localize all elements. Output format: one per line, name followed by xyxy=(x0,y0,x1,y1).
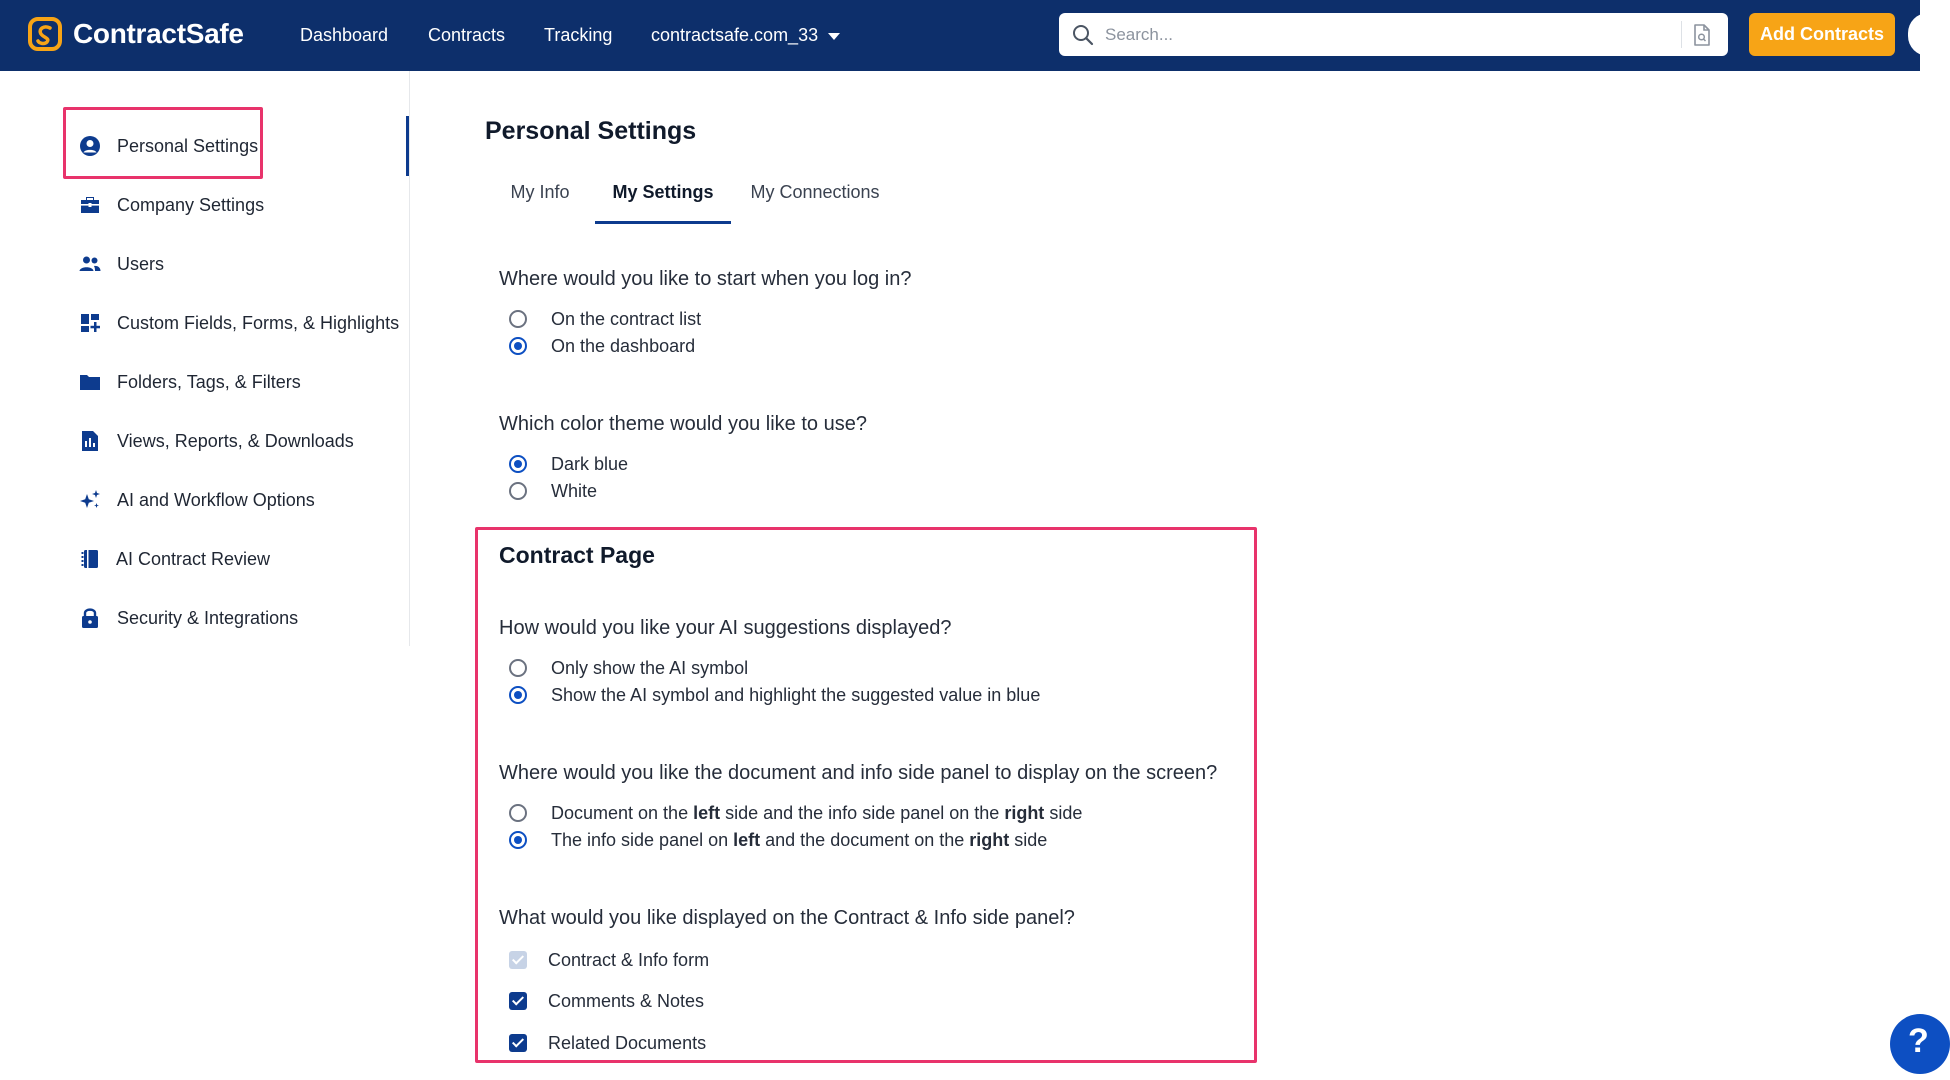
start-option-contract-list[interactable] xyxy=(509,307,701,331)
sidebar-active-indicator xyxy=(406,116,409,176)
theme-option-dark-blue[interactable] xyxy=(509,452,628,476)
sidebar-item-label: Users xyxy=(117,253,165,274)
contract-page-section-title: Contract Page xyxy=(499,542,655,568)
option-label: Only show the AI symbol xyxy=(551,657,749,678)
radio-button-selected[interactable] xyxy=(509,831,527,849)
nav-tracking[interactable]: Tracking xyxy=(544,25,613,45)
start-location-question: Where would you like to start when you log in? xyxy=(499,268,912,290)
ai-option-symbol-only[interactable] xyxy=(509,656,748,680)
ai-option-symbol-and-highlight[interactable] xyxy=(509,683,1040,707)
users-icon xyxy=(78,252,102,276)
sidebar-item-label: AI Contract Review xyxy=(116,548,271,569)
lock-icon xyxy=(78,606,102,630)
search-bar xyxy=(1059,13,1728,56)
panel-position-question: Where would you like the document and info side panel to display on the screen? xyxy=(499,762,1218,784)
option-label: On the dashboard xyxy=(551,335,696,356)
nav-contracts[interactable]: Contracts xyxy=(428,25,506,45)
top-navigation-bar xyxy=(0,0,1920,71)
radio-button-selected[interactable] xyxy=(509,337,527,355)
sidebar-item-label: Custom Fields, Forms, & Highlights xyxy=(117,312,400,333)
checkbox-related-documents[interactable] xyxy=(509,1031,706,1055)
nav-account-dropdown[interactable] xyxy=(651,22,840,48)
color-theme-question: Which color theme would you like to use? xyxy=(499,413,867,435)
contract-page-highlight-box xyxy=(475,527,1257,1063)
theme-option-white[interactable] xyxy=(509,479,597,503)
panel-option-info-left[interactable] xyxy=(509,828,1047,852)
document-search-icon[interactable] xyxy=(1691,23,1713,47)
checkbox-contract-info-form xyxy=(509,948,709,972)
sidebar-item-label: Views, Reports, & Downloads xyxy=(117,430,354,451)
report-icon xyxy=(78,429,102,453)
brand-logo[interactable] xyxy=(27,14,244,54)
checkbox-disabled xyxy=(509,951,527,969)
search-icon xyxy=(1072,24,1094,46)
book-icon xyxy=(78,547,102,571)
user-circle-icon xyxy=(78,134,102,158)
option-label: On the contract list xyxy=(551,308,702,329)
briefcase-icon xyxy=(78,193,102,217)
nav-dashboard[interactable]: Dashboard xyxy=(300,25,389,45)
chevron-down-icon xyxy=(828,33,840,40)
checkbox-label: Contract & Info form xyxy=(548,949,710,970)
search-input[interactable] xyxy=(1105,13,1665,56)
sidebar-item-users[interactable] xyxy=(78,249,164,279)
folder-icon xyxy=(78,370,102,394)
side-panel-content-question: What would you like displayed on the Contract & Info side panel? xyxy=(499,907,1075,929)
checkbox-comments-notes[interactable] xyxy=(509,989,704,1013)
radio-button[interactable] xyxy=(509,804,527,822)
tab-my-settings[interactable]: My Settings xyxy=(612,182,714,202)
page-title: Personal Settings xyxy=(485,117,697,145)
option-label: Dark blue xyxy=(551,453,629,474)
sidebar-item-custom-fields[interactable] xyxy=(78,308,399,338)
option-label: The info side panel on left and the document on the right side xyxy=(551,829,1048,850)
tab-my-connections[interactable]: My Connections xyxy=(750,182,880,202)
panel-option-document-left[interactable] xyxy=(509,801,1082,825)
checkbox-checked[interactable] xyxy=(509,992,527,1010)
checkbox-label: Related Documents xyxy=(548,1032,707,1053)
sidebar-item-ai-contract-review[interactable] xyxy=(78,544,270,574)
account-name: contractsafe.com_33 xyxy=(651,25,819,45)
search-divider xyxy=(1681,21,1682,48)
sidebar-item-label: Company Settings xyxy=(117,194,265,215)
radio-button[interactable] xyxy=(509,659,527,677)
option-label: White xyxy=(551,480,598,501)
sidebar-item-label: Personal Settings xyxy=(117,135,259,156)
sidebar-item-views-reports[interactable] xyxy=(78,426,354,456)
start-option-dashboard[interactable] xyxy=(509,334,695,358)
sidebar-item-label: AI and Workflow Options xyxy=(117,489,315,510)
option-label: Document on the left side and the info side panel on the right side xyxy=(551,802,1083,823)
dashboard-add-icon xyxy=(78,311,102,335)
contractsafe-logo-icon xyxy=(27,16,63,52)
help-button[interactable]: ? xyxy=(1890,1014,1950,1074)
sparkle-icon xyxy=(78,488,102,512)
tab-my-info[interactable]: My Info xyxy=(510,182,570,202)
sidebar-item-folders[interactable] xyxy=(78,367,301,397)
sidebar-item-label: Folders, Tags, & Filters xyxy=(117,371,301,392)
sidebar-item-company-settings[interactable] xyxy=(78,190,264,220)
radio-button-selected[interactable] xyxy=(509,686,527,704)
option-label: Show the AI symbol and highlight the suggested value in blue xyxy=(551,684,1041,705)
avatar[interactable] xyxy=(1908,13,1948,56)
sidebar-item-security[interactable] xyxy=(78,603,298,633)
brand-name: ContractSafe xyxy=(73,18,244,49)
add-contracts-button[interactable]: Add Contracts xyxy=(1749,13,1895,56)
sidebar-item-ai-workflow[interactable] xyxy=(78,485,315,515)
checkbox-checked[interactable] xyxy=(509,1034,527,1052)
checkbox-label: Comments & Notes xyxy=(548,990,705,1011)
sidebar-item-label: Security & Integrations xyxy=(117,607,299,628)
radio-button-selected[interactable] xyxy=(509,455,527,473)
ai-suggestions-question: How would you like your AI suggestions displayed? xyxy=(499,617,952,639)
sidebar-item-personal-settings[interactable] xyxy=(78,131,258,161)
radio-button[interactable] xyxy=(509,482,527,500)
active-tab-indicator xyxy=(595,221,731,224)
radio-button[interactable] xyxy=(509,310,527,328)
